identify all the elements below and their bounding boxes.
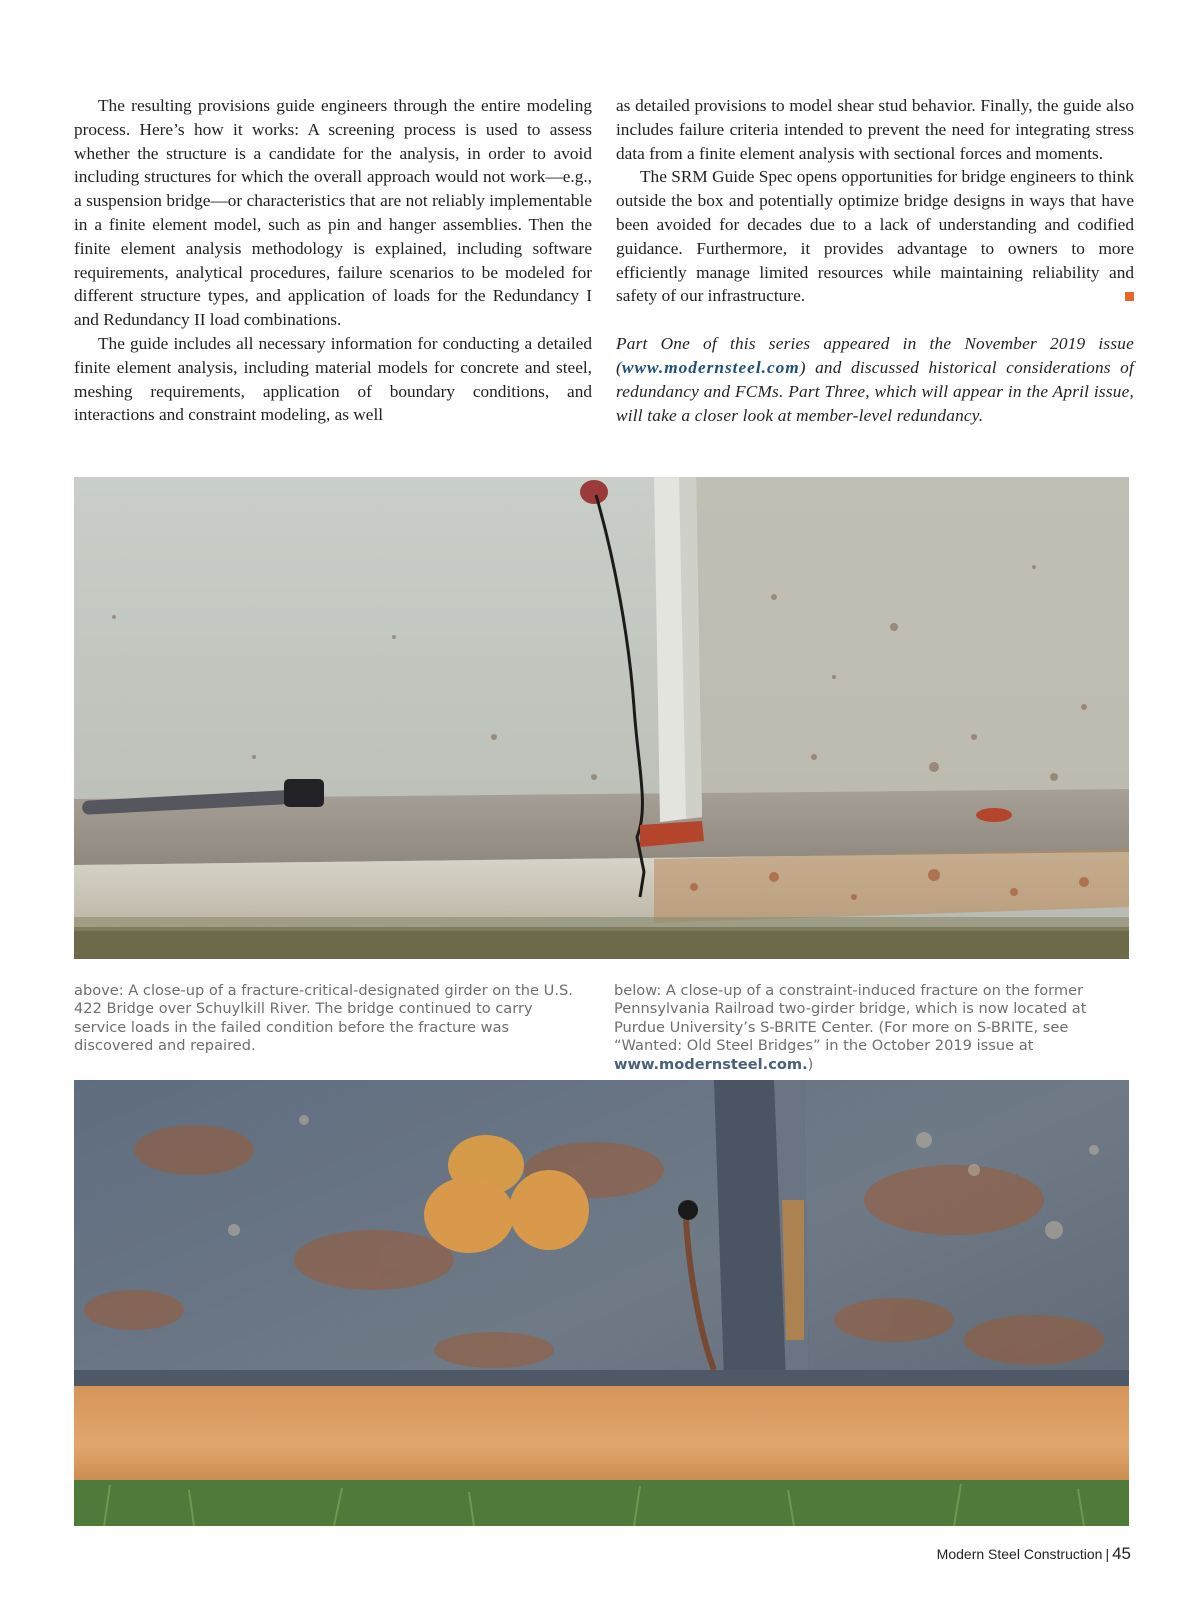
series-note-text: Part One of this series appeared in the November 2019 issue (: [616, 334, 1134, 377]
page-footer: [937, 1544, 1131, 1564]
end-of-article-mark: [1125, 292, 1134, 301]
series-note-text-end: ) and discussed historical considerations of redundancy and FCMs. Part Three, which will appear in the April issue, will take a closer look at member-level redundancy.: [616, 357, 1134, 425]
footer-separator: |: [1105, 1546, 1110, 1562]
series-note-link[interactable]: www.modernsteel.com: [621, 357, 800, 377]
paragraph: The resulting provisions guide engineers through the entire modeling process. Here’s how it works: A screening process is used to assess whether the structure is a candidate for the analysis, in order to avoid including structures for which the overall approach would not work—e.g., a suspension bridge—or characteristics that are not reliably implementable in a finite element model, such as pin and hanger assemblies. Then the finite element analysis methodology is explained, including software requirements, analytical procedures, failure scenarios to be modeled for different structure types, and application of loads for the Redundancy I and Redundancy II load combinations.: [74, 96, 592, 330]
paragraph-text: The SRM Guide Spec opens opportunities for bridge engineers to think outside the box and potentially optimize bridge designs in ways that have been avoided for decades due to a lack of understanding and codified guidance. Furthermore, it provides advantage to owners to more efficiently manage limited resources while maintaining reliability and safety of our infrastructure.: [616, 167, 1134, 306]
series-note: [616, 332, 1134, 427]
page-number: 45: [1112, 1544, 1131, 1563]
paragraph: [616, 165, 1134, 308]
article-left-column: [74, 94, 592, 427]
paragraph: The guide includes all necessary information for conducting a detailed finite element analysis, including material models for concrete and steel, meshing requirements, application of boundary conditions, and interactions and constraint modeling, as well: [74, 333, 592, 425]
photo-caption-above: above: A close-up of a fracture-critical-designated girder on the U.S. 422 Bridge over Schuylkill River. The bridge continued to carry service loads in the failed condition before the fracture was discovered and repaired.: [74, 982, 573, 1055]
article-right-column: [616, 94, 1134, 427]
caption-text: below: A close-up of a constraint-induced fracture on the former Pennsylvania Railroad two-girder bridge, which is now located at Purdue University’s S-BRITE Center. (For more on S-BRITE, see “Wanted: Old Steel Bridges” in the October 2019 issue at: [614, 982, 1087, 1055]
caption-text-close: ): [807, 1055, 814, 1073]
photo-caption-below: [614, 982, 1129, 1074]
publication-name: Modern Steel Construction: [936, 1546, 1103, 1562]
paragraph: as detailed provisions to model shear stud behavior. Finally, the guide also includes failure criteria intended to prevent the need for integrating stress data from a finite element analysis with sectional forces and moments.: [616, 96, 1134, 163]
constraint-fracture-photo: [74, 1080, 1129, 1526]
fractured-girder-photo: [74, 477, 1129, 959]
caption-link[interactable]: www.modernsteel.com.: [614, 1055, 808, 1073]
